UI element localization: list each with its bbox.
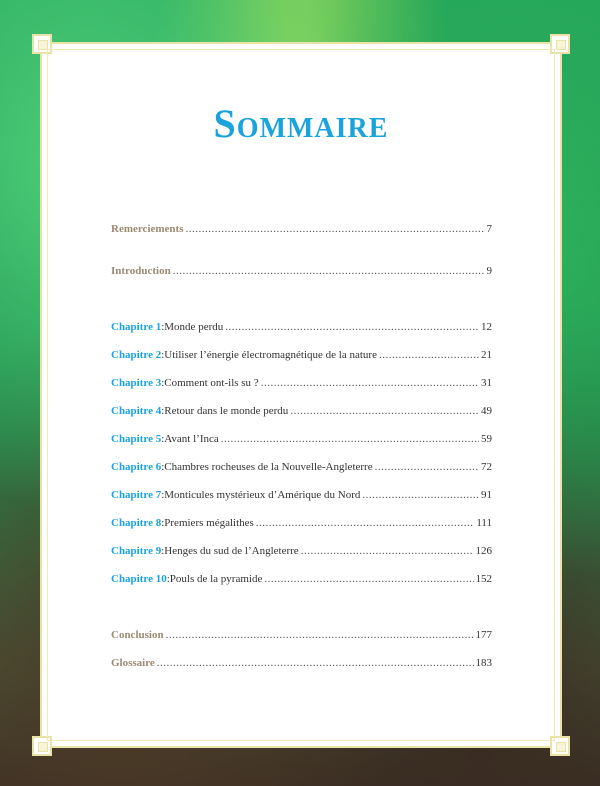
leader-dots (301, 544, 474, 558)
leader-dots (166, 628, 474, 642)
toc-entry-remerciements[interactable] (111, 222, 492, 236)
toc-page-number: 126 (475, 545, 492, 557)
toc-page-number: 91 (481, 489, 492, 501)
chapter-title: Utiliser l’énergie électromagnétique de la nature (164, 349, 377, 361)
leader-dots (379, 348, 479, 362)
leader-dots (290, 404, 479, 418)
frame-corner-ornament (32, 736, 52, 756)
page-title: Sommaire (213, 101, 389, 146)
chapter-title: Monde perdu (164, 321, 224, 333)
toc-entry-chapter-4[interactable] (111, 404, 492, 418)
label-separator: : (161, 405, 165, 417)
leader-dots (225, 320, 479, 334)
toc-page-number: 7 (486, 223, 492, 235)
chapter-title: Comment ont-ils su ? (164, 377, 259, 389)
toc-entry-chapter-10[interactable] (111, 572, 492, 586)
chapter-label: Chapitre 8 (111, 517, 162, 529)
toc-page-number: 9 (486, 265, 492, 277)
chapter-label: Chapitre 3 (111, 377, 162, 389)
chapter-label: Chapitre 6 (111, 461, 162, 473)
toc-page-number: 49 (481, 405, 492, 417)
chapter-label: Chapitre 5 (111, 433, 162, 445)
leader-dots (261, 376, 479, 390)
leader-dots (375, 460, 479, 474)
frame-corner-ornament (32, 34, 52, 54)
chapter-title: Chambres rocheuses de la Nouvelle-Angleterre (164, 461, 373, 473)
label-separator: : (161, 461, 165, 473)
chapter-title: Monticules mystérieux d’Amérique du Nord (164, 489, 361, 501)
toc-page-number: 31 (481, 377, 492, 389)
frame-corner-ornament (550, 34, 570, 54)
toc-page-number: 183 (475, 657, 492, 669)
toc-entry-chapter-8[interactable] (111, 516, 492, 530)
toc-entry-label: Conclusion (111, 629, 164, 641)
chapter-label: Chapitre 9 (111, 545, 162, 557)
toc-entry-label: Introduction (111, 265, 171, 277)
frame-corner-ornament (550, 736, 570, 756)
toc-entry-introduction[interactable] (111, 264, 492, 278)
chapter-label: Chapitre 10 (111, 573, 167, 585)
leader-dots (256, 516, 475, 530)
toc-entry-chapter-6[interactable] (111, 460, 492, 474)
toc-entry-chapter-2[interactable] (111, 348, 492, 362)
leader-dots (362, 488, 479, 502)
label-separator: : (161, 321, 165, 333)
toc-page-number: 21 (481, 349, 492, 361)
leader-dots (173, 264, 485, 278)
toc-page-number: 177 (475, 629, 492, 641)
chapter-label: Chapitre 1 (111, 321, 162, 333)
leader-dots (185, 222, 484, 236)
content-page (40, 42, 562, 748)
chapter-label: Chapitre 2 (111, 349, 162, 361)
toc-page-number: 59 (481, 433, 492, 445)
toc-page-number: 72 (481, 461, 492, 473)
label-separator: : (161, 433, 165, 445)
toc-entry-conclusion[interactable] (111, 628, 492, 642)
chapter-title: Avant l’Inca (164, 433, 219, 445)
label-separator: : (161, 517, 165, 529)
label-separator: : (161, 545, 165, 557)
label-separator: : (166, 573, 170, 585)
toc-entry-chapter-1[interactable] (111, 320, 492, 334)
toc-entry-chapter-5[interactable] (111, 432, 492, 446)
chapter-label: Chapitre 7 (111, 489, 162, 501)
toc-entry-chapter-7[interactable] (111, 488, 492, 502)
chapter-title: Pouls de la pyramide (169, 573, 263, 585)
toc-entry-chapter-9[interactable] (111, 544, 492, 558)
toc-page-number: 111 (476, 517, 492, 529)
toc-entry-label: Glossaire (111, 657, 155, 669)
label-separator: : (161, 489, 165, 501)
toc-entry-label: Remerciements (111, 223, 184, 235)
label-separator: : (161, 377, 165, 389)
toc-entry-chapter-3[interactable] (111, 376, 492, 390)
chapter-title: Henges du sud de l’Angleterre (164, 545, 299, 557)
leader-dots (157, 656, 474, 670)
chapter-label: Chapitre 4 (111, 405, 162, 417)
leader-dots (221, 432, 479, 446)
toc-entry-glossaire[interactable] (111, 656, 492, 670)
toc-page-number: 152 (475, 573, 492, 585)
toc-page-number: 12 (481, 321, 492, 333)
chapter-title: Retour dans le monde perdu (164, 405, 289, 417)
chapter-title: Premiers mégalithes (164, 517, 254, 529)
label-separator: : (161, 349, 165, 361)
leader-dots (264, 572, 473, 586)
